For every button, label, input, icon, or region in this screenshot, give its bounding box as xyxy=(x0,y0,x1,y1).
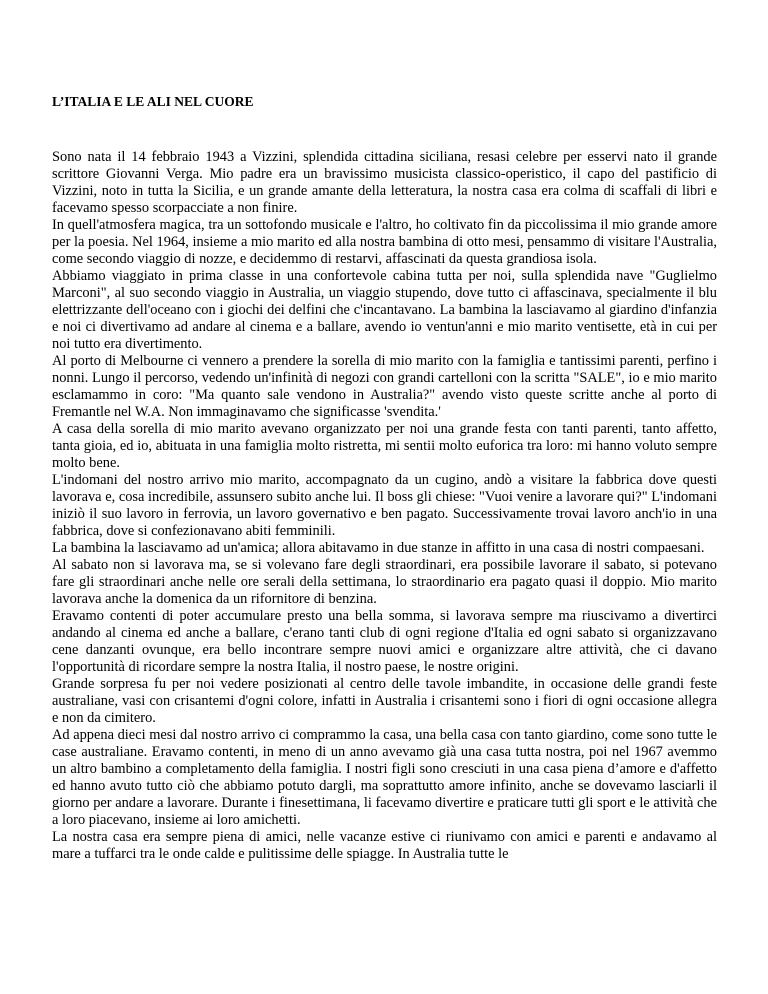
paragraph: La bambina la lasciavamo ad un'amica; allora abitavamo in due stanze in affitto in una casa di nostri compaesani. xyxy=(52,540,705,556)
paragraph: Grande sorpresa fu per noi vedere posizionati al centro delle tavole imbandite, in occasione delle grandi feste australiane, vasi con crisantemi d'ogni colore, infatti in Australia i crisantemi sono i fiori di ogni occasione allegra e non da cimitero. xyxy=(52,676,717,726)
paragraph: A casa della sorella di mio marito avevano organizzato per noi una grande festa con tanti parenti, tanto affetto, tanta gioia, ed io, abituata in una famiglia molto ristretta, mi sentii molto euforica tra loro: mi hanno voluto sempre molto bene. xyxy=(52,421,717,471)
paragraph: In quell'atmosfera magica, tra un sottofondo musicale e l'altro, ho coltivato fin da piccolissima il mio grande amore per la poesia. Nel 1964, insieme a mio marito ed alla nostra bambina di otto mesi, pensammo di visitare l'Australia, come secondo viaggio di nozze, e decidemmo di restarvi, affascinati da questa grandiosa isola. xyxy=(52,217,717,267)
paragraph: Al sabato non si lavorava ma, se si volevano fare degli straordinari, era possibile lavorare il sabato, si potevano fare gli straordinari anche nelle ore serali della settimana, lo straordinario era pagato quasi il doppio. Mio marito lavorava anche la domenica da un rifornitore di benzina. xyxy=(52,557,717,607)
paragraph: La nostra casa era sempre piena di amici, nelle vacanze estive ci riunivamo con amici e parenti e andavamo al mare a tuffarci tra le onde calde e pulitissime delle spiagge. In Australia tutte le xyxy=(52,829,717,862)
paragraph: Al porto di Melbourne ci vennero a prendere la sorella di mio marito con la famiglia e tantissimi parenti, perfino i nonni. Lungo il percorso, vedendo un'infinità di negozi con grandi cartelloni con la scritta "SALE", io e mio marito esclamammo in coro: "Ma quanto sale vendono in Australia?" avendo visto queste scritte anche al porto di Fremantle nel W.A. Non immaginavamo che significasse 'svendita.' xyxy=(52,353,717,420)
document-body xyxy=(52,149,717,863)
paragraph: Abbiamo viaggiato in prima classe in una confortevole cabina tutta per noi, sulla splendida nave "Guglielmo Marconi", al suo secondo viaggio in Australia, un viaggio stupendo, dove tutto ci affascinava, specialmente il blu elettrizzante dell'oceano con i giochi dei delfini che c'incantavano. La bambina la lasciavamo al giardino d'infanzia e noi ci divertivamo ad andare al cinema e a ballare, avendo io ventun'anni e mio marito ventisette, età in cui per noi tutto era divertimento. xyxy=(52,268,717,352)
paragraph: L'indomani del nostro arrivo mio marito, accompagnato da un cugino, andò a visitare la fabbrica dove questi lavorava e, cosa incredibile, assunsero subito anche lui. Il boss gli chiese: "Vuoi venire a lavorare qui?" L'indomani iniziò il suo lavoro in ferrovia, un lavoro governativo e ben pagato. Successivamente trovai lavoro anch'io in una fabbrica, dove si confezionavano abiti femminili. xyxy=(52,472,717,539)
document-title: L’ITALIA E LE ALI NEL CUORE xyxy=(52,94,254,109)
paragraph: Eravamo contenti di poter accumulare presto una bella somma, si lavorava sempre ma riuscivamo a divertirci andando al cinema ed anche a ballare, c'erano tanti club di ogni regione d'Italia ed ogni sabato si organizzavano cene danzanti ovunque, era bello incontrare sempre nuovi amici e organizzare altre attività, che ci davano l'opportunità di ricordare sempre la nostra Italia, il nostro paese, le nostre origini. xyxy=(52,608,717,675)
paragraph: Sono nata il 14 febbraio 1943 a Vizzini, splendida cittadina siciliana, resasi celebre per esservi nato il grande scrittore Giovanni Verga. Mio padre era un bravissimo musicista classico-operistico, il capo del pastificio di Vizzini, noto in tutta la Sicilia, e un grande amante della letteratura, la nostra casa era colma di scaffali di libri e facevamo spesso scorpacciate a non finire. xyxy=(52,149,717,216)
paragraph: Ad appena dieci mesi dal nostro arrivo ci comprammo la casa, una bella casa con tanto giardino, come sono tutte le case australiane. Eravamo contenti, in meno di un anno avevamo già una casa tutta nostra, poi nel 1967 avemmo un altro bambino a completamento della famiglia. I nostri figli sono cresciuti in una casa piena d’amore e d'affetto ed hanno avuto tutto ciò che abbiamo potuto dargli, ma soprattutto amore infinito, anche se dovevamo lasciarli il giorno per andare a lavorare. Durante i finesettimana, li facevamo divertire e praticare tutti gli sport e le attività che a loro piacevano, insieme ai loro amichetti. xyxy=(52,727,717,828)
